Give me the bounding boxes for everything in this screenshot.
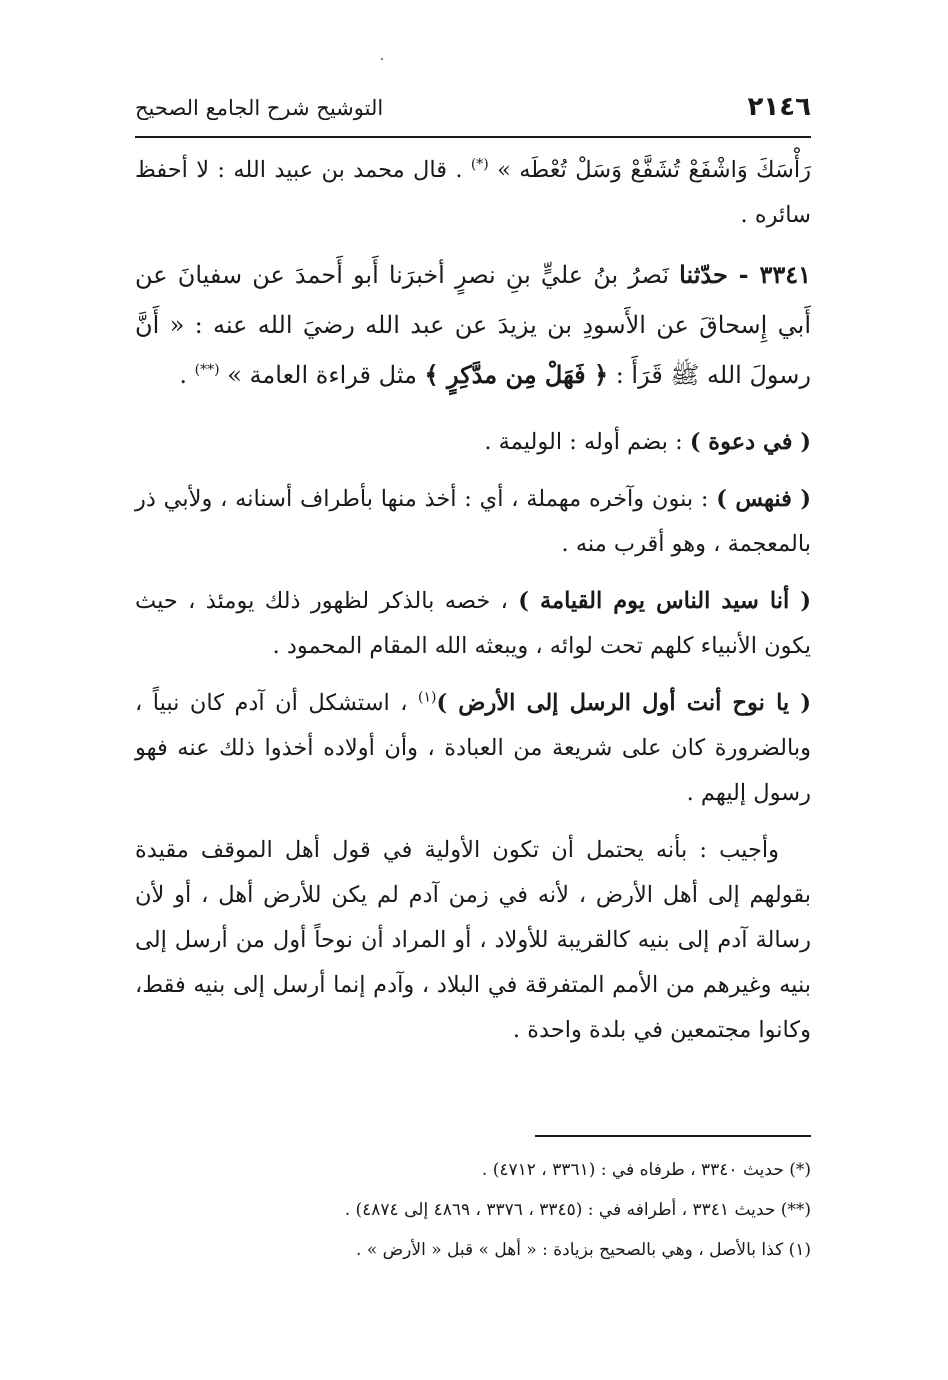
footnote-mark-one: (١) [418, 689, 437, 706]
commentary-dawa [135, 420, 811, 465]
footnotes [135, 1150, 811, 1270]
commentary-nahasa [135, 477, 811, 567]
hadith-number: ٣٣٤١ - حدّثنا [679, 260, 811, 289]
footnote-1: (*) حديث ٣٣٤٠ ، طرفاه في : (٣٣٦١ ، ٤٧١٢) . [481, 1160, 811, 1180]
commentary-text: : بضم أوله : الوليمة . [484, 429, 690, 455]
commentary-text: : بنون وآخره مهملة ، أي : أخذ منها بأطراف أسنانه ، ولأبي ذر بالمعجمة ، وهو أقرب منه . [135, 486, 811, 557]
commentary-term: ( أنا سيد الناس يوم القيامة ) [518, 588, 811, 614]
continuation-paragraph [135, 148, 811, 238]
footnote-3: (١) كذا بالأصل ، وهي بالصحيح بزيادة : « أهل » قبل « الأرض » . [356, 1240, 811, 1260]
commentary-term: ( فنهس ) [716, 486, 812, 512]
footnote-separator [535, 1135, 811, 1137]
page-body [135, 148, 811, 1065]
hadith-3341 [135, 250, 811, 400]
page-number: ٢١٤٦ [747, 92, 811, 122]
footnote-mark-double-star: (**) [194, 362, 220, 378]
commentary-answer [135, 828, 811, 1053]
commentary-text: ، خصه بالذكر لظهور ذلك يومئذ ، حيث يكون الأنبياء كلهم تحت لوائه ، ويبعثه الله المقام المحمود . [135, 588, 811, 659]
page-header [135, 92, 811, 138]
footnote-mark-star: (*) [470, 156, 489, 173]
commentary-sayyid [135, 579, 811, 669]
commentary-term: ( يا نوح أنت أول الرسل إلى الأرض ) [436, 690, 811, 716]
commentary-nuh [135, 681, 811, 816]
commentary-term: ( في دعوة ) [689, 429, 811, 455]
running-title: التوشيح شرح الجامع الصحيح [135, 96, 384, 120]
footnote-2: (**) حديث ٣٣٤١ ، أطرافه في : (٣٣٤٥ ، ٣٣٧٦ ، ٤٨٦٩ إلى ٤٨٧٤) . [344, 1200, 811, 1220]
scan-speck [381, 58, 383, 60]
commentary-text: وأجيب : بأنه يحتمل أن تكون الأولية في قول أهل الموقف مقيدة بقولهم إلى أهل الأرض ، لأنه في زمن آدم لم يكن للأرض أهل ، أو لأن رسالة آدم إلى بنيه كالقريبة للأولاد ، أو المراد أن نوحاً أول من أرسل إلى بنيه وغيرهم من الأمم المتفرقة في البلاد ، وآدم إنما أرسل إلى بنيه فقط، وكانوا مجتمعين في بلدة واحدة . [135, 837, 811, 1043]
hadith-chain: نَصرُ بنُ عليٍّ بنِ نصرٍ أخبرَنا أَبو أَحمدَ عن سفيانَ عن أَبي إِسحاقَ عن الأَسودِ بن يزيدَ عن عبد الله رضيَ الله عنه : « أَنَّ رسولَ الله ﷺ قَرَأَ : [135, 261, 811, 389]
commentary-text: ، استشكل أن آدم كان نبياً ، وبالضرورة كان على شريعة من العبادة ، وأن أولاده أخذوا ذلك عنه فهو رسول إليهم . [135, 690, 811, 806]
continuation-rest: . قال محمد بن عبيد الله : لا أحفظ سائره . [135, 157, 811, 228]
hadith-end-dot: . [179, 361, 195, 389]
hadith-ending: مثل قراءة العامة » [219, 361, 425, 389]
quran-verse: ﴿ فَهَلْ مِن مدَّكِرٍ ﴾ [424, 360, 609, 389]
continuation-text: رَأْسَكَ وَاشْفَعْ تُشَفَّعْ وَسَلْ تُعْطَه » [488, 157, 811, 183]
